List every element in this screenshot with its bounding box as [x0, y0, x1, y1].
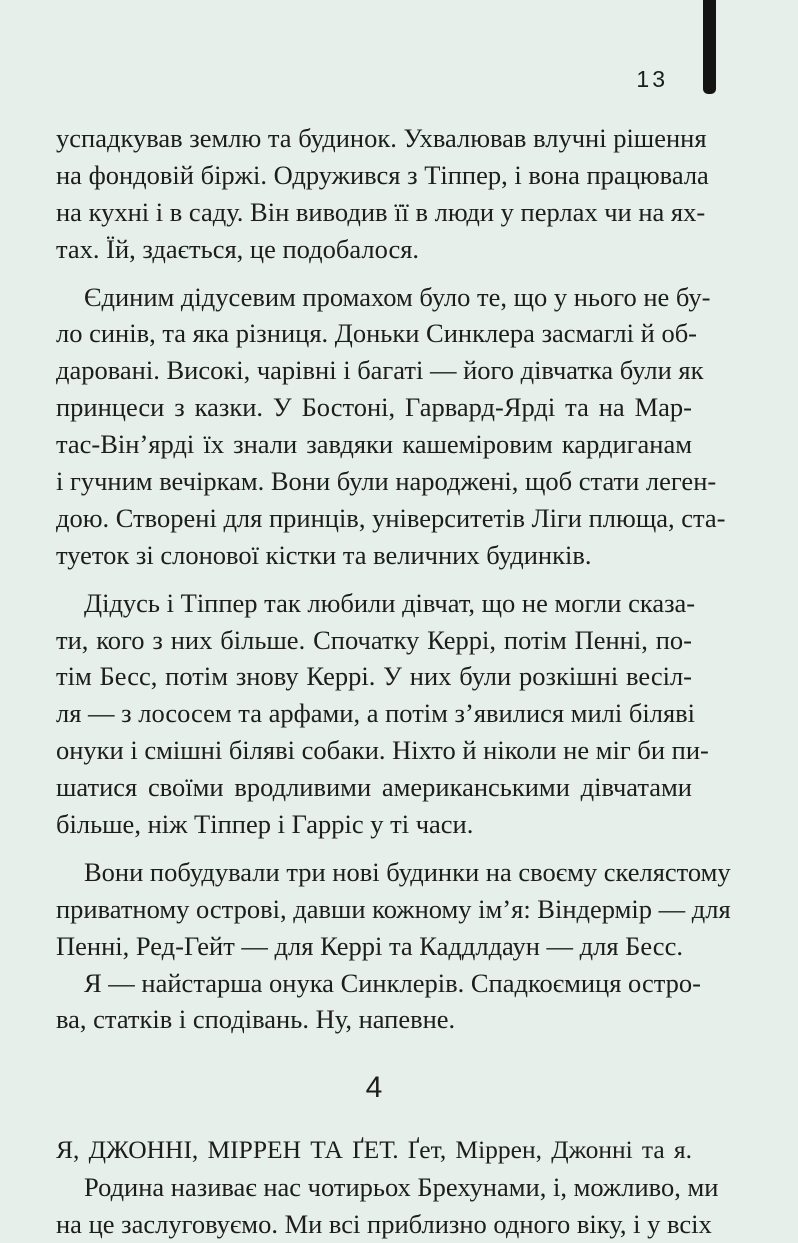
- paragraph: [56, 854, 731, 965]
- text-line: дою. Створені для принців, університетів Ліги плюща, ста-: [56, 502, 726, 533]
- text-line: на фондовій біржі. Одружився з Тіппер, і вона працювала: [56, 159, 709, 190]
- text-line: на кухні і в саду. Він виводив її в люди у перлах чи на ях-: [56, 196, 706, 227]
- page-number: 13: [636, 66, 668, 92]
- text-line: успадкував землю та будинок. Ухвалював влучні рішення: [56, 123, 707, 153]
- page-edge-marker: [703, 0, 716, 94]
- text-line: приватному острові, давши кожному ім’я: Віндермір — для: [56, 893, 731, 924]
- paragraph: [56, 279, 726, 574]
- text-line: ва, статків і сподівань. Ну, напевне.: [56, 1004, 456, 1035]
- text-line: ти, кого з них більше. Спочатку Керрі, потім Пенні, по-: [56, 624, 692, 655]
- paragraph: [56, 1169, 719, 1243]
- text-line: туеток зі слонової кістки та величних будинків.: [56, 539, 592, 570]
- text-line: тас-Він’ярді їх знали завдяки кашеміровим кардиганам: [56, 429, 692, 460]
- paragraph: [56, 120, 709, 268]
- text-line: тах. Їй, здається, це подобалося.: [56, 233, 420, 264]
- text-line: більше, ніж Тіппер і Гарріс у ті часи.: [56, 809, 474, 840]
- text-line: тім Бесс, потім знову Керрі. У них були розкішні весіл-: [56, 661, 692, 692]
- text-line: ло синів, та яка різниця. Доньки Синклера засмаглі й об-: [56, 318, 698, 349]
- text-line: Вони побудували три нові будинки на своєму скелястому: [84, 856, 731, 887]
- paragraph: [56, 965, 701, 1039]
- text-line: Дідусь і Тіппер так любили дівчат, що не могли сказа-: [84, 587, 696, 618]
- text-line: онуки і смішні біляві собаки. Ніхто й ніколи не міг би пи-: [56, 735, 709, 766]
- chapter-number: 4: [365, 1071, 383, 1105]
- text-line: на це заслуговуємо. Ми всі приблизно одного віку, і у всіх: [56, 1209, 712, 1240]
- text-line: принцеси з казки. У Бостоні, Гарвард-Ярді та на Мар-: [56, 392, 692, 423]
- text-line: Єдиним дідусевим промахом було те, що у нього не бу-: [84, 281, 711, 312]
- chapter-opening-paragraph: [56, 1132, 692, 1169]
- text-line: Пенні, Ред-Гейт — для Керрі та Каддлдаун — для Бесс.: [56, 930, 683, 961]
- text-line: і гучним вечіркам. Вони були народжені, щоб стати леген-: [56, 466, 717, 497]
- book-text: [56, 120, 731, 1243]
- text-line: ля — з лососем та арфами, а потім з’явилися милі біляві: [56, 698, 696, 729]
- chapter-opening-line: Я, ДЖОННІ, МІРРЕН ТА ҐЕТ. Ґет, Міррен, Джонні та я.: [56, 1135, 692, 1165]
- text-line: Я — найстарша онука Синклерів. Спадкоємиця остро-: [84, 967, 701, 998]
- text-line: даровані. Високі, чарівні і багаті — його дівчатка були як: [56, 355, 704, 386]
- text-line: шатися своїми вродливими американськими дівчатами: [56, 772, 692, 803]
- paragraph: [56, 585, 709, 843]
- text-line: Родина називає нас чотирьох Брехунами, і, можливо, ми: [84, 1172, 719, 1203]
